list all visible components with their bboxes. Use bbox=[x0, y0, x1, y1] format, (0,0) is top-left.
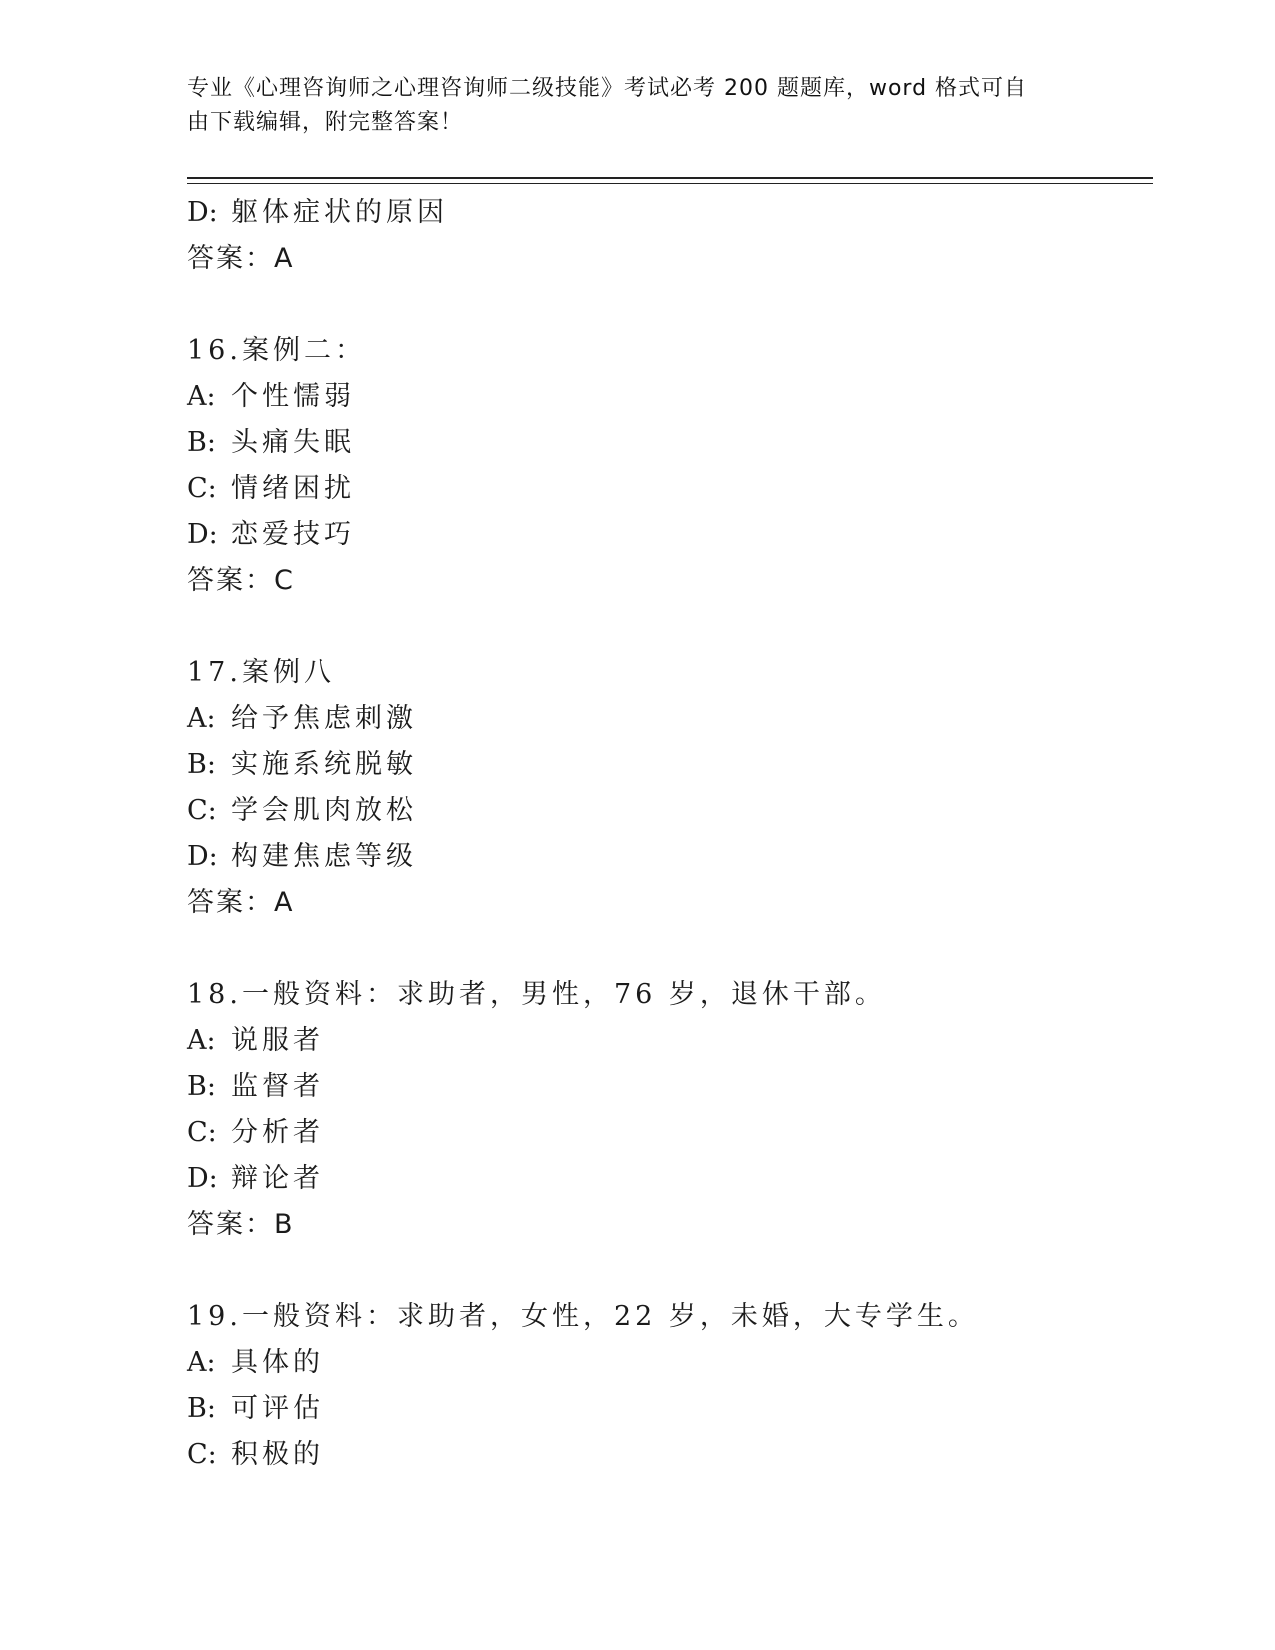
option-letter: A: bbox=[187, 381, 216, 412]
question-title: 17.案例八 bbox=[187, 657, 335, 688]
option-line bbox=[187, 742, 1147, 788]
option-text: 给予焦虑刺激 bbox=[231, 703, 417, 734]
option-text: 躯体症状的原因 bbox=[231, 197, 448, 228]
option-line bbox=[187, 1156, 1147, 1202]
header-line-2: 由下载编辑，附完整答案！ bbox=[187, 110, 464, 135]
option-letter: D: bbox=[187, 197, 218, 228]
option-text: 说服者 bbox=[231, 1025, 324, 1056]
option-line bbox=[187, 420, 1147, 466]
option-text: 学会肌肉放松 bbox=[231, 795, 417, 826]
option-letter: B: bbox=[187, 1393, 216, 1424]
option-letter: C: bbox=[187, 473, 217, 504]
option-text: 构建焦虑等级 bbox=[231, 841, 417, 872]
document-header bbox=[187, 72, 1067, 140]
option-letter: C: bbox=[187, 1439, 217, 1470]
question-title: 19.一般资料：求助者，女性，22 岁，未婚，大专学生。 bbox=[187, 1301, 979, 1332]
spacer bbox=[187, 926, 1147, 972]
option-line bbox=[187, 1064, 1147, 1110]
option-line bbox=[187, 190, 1147, 236]
option-text: 恋爱技巧 bbox=[231, 519, 355, 550]
header-line-1: 专业《心理咨询师之心理咨询师二级技能》考试必考 200 题题库，word 格式可自 bbox=[187, 76, 1028, 101]
option-letter: A: bbox=[187, 1025, 216, 1056]
option-text: 积极的 bbox=[231, 1439, 324, 1470]
option-line bbox=[187, 1018, 1147, 1064]
option-line bbox=[187, 1386, 1147, 1432]
spacer bbox=[187, 604, 1147, 650]
option-line bbox=[187, 1432, 1147, 1478]
option-text: 辩论者 bbox=[231, 1163, 324, 1194]
option-letter: C: bbox=[187, 1117, 217, 1148]
option-letter: D: bbox=[187, 519, 218, 550]
answer-line: 答案：C bbox=[187, 565, 295, 596]
option-line bbox=[187, 696, 1147, 742]
option-text: 实施系统脱敏 bbox=[231, 749, 417, 780]
header-divider-thin bbox=[187, 183, 1153, 184]
option-letter: B: bbox=[187, 1071, 216, 1102]
option-text: 分析者 bbox=[231, 1117, 324, 1148]
header-divider-thick bbox=[187, 177, 1153, 179]
option-line bbox=[187, 374, 1147, 420]
option-letter: B: bbox=[187, 427, 216, 458]
spacer bbox=[187, 282, 1147, 328]
spacer bbox=[187, 1248, 1147, 1294]
option-line bbox=[187, 1110, 1147, 1156]
option-line bbox=[187, 512, 1147, 558]
answer-line: 答案：A bbox=[187, 887, 295, 918]
option-letter: A: bbox=[187, 1347, 216, 1378]
option-text: 监督者 bbox=[231, 1071, 324, 1102]
option-line bbox=[187, 834, 1147, 880]
option-text: 可评估 bbox=[231, 1393, 324, 1424]
option-text: 情绪困扰 bbox=[231, 473, 355, 504]
option-letter: D: bbox=[187, 1163, 218, 1194]
question-title: 16.案例二： bbox=[187, 335, 366, 366]
option-text: 个性懦弱 bbox=[231, 381, 355, 412]
option-text: 具体的 bbox=[231, 1347, 324, 1378]
question-list bbox=[187, 190, 1147, 1478]
question-title: 18.一般资料：求助者，男性，76 岁，退休干部。 bbox=[187, 979, 886, 1010]
option-line bbox=[187, 1340, 1147, 1386]
option-letter: A: bbox=[187, 703, 216, 734]
option-line bbox=[187, 788, 1147, 834]
option-letter: D: bbox=[187, 841, 218, 872]
answer-line: 答案：B bbox=[187, 1209, 295, 1240]
option-line bbox=[187, 466, 1147, 512]
answer-line: 答案：A bbox=[187, 243, 295, 274]
option-text: 头痛失眠 bbox=[231, 427, 355, 458]
option-letter: B: bbox=[187, 749, 216, 780]
option-letter: C: bbox=[187, 795, 217, 826]
